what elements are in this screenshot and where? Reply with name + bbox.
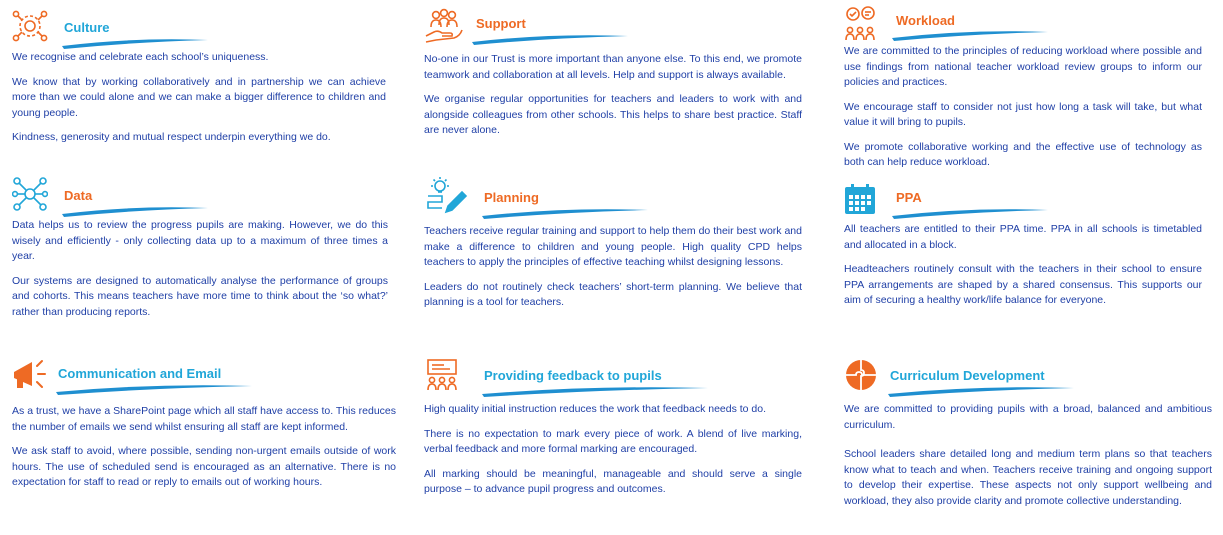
section-data [12, 176, 388, 329]
section-support [424, 8, 802, 148]
paragraph: We recognise and celebrate each school’s uniqueness. [12, 51, 269, 63]
title-underline-swoosh [60, 204, 210, 220]
section-feedback [424, 358, 802, 507]
calendar-icon [844, 184, 884, 222]
paragraph: Teachers receive regular training and support to help them do their best work and make a difference to children and young people. High quality CPD helps teachers to apply the principles of effective teaching whilst designing lessons. [424, 225, 802, 268]
lightbulb-pencil-icon [424, 176, 464, 214]
title-underline-swoosh [480, 384, 710, 400]
section-title: Communication and Email [58, 366, 222, 381]
section-curriculum [844, 358, 1212, 518]
section-title: Workload [896, 13, 955, 28]
section-workload [844, 6, 1202, 180]
paragraph: We are committed to the principles of reducing workload where possible and use findings from national teacher workload review groups to inform our policies and practices. [844, 45, 1202, 88]
section-title: Data [64, 188, 93, 203]
paragraph: Our systems are designed to automatically analyse the performance of groups and cohorts. This means teachers have more time to think about the ‘so what?’ rather than producing reports. [12, 274, 388, 318]
data-hub-icon [12, 176, 52, 214]
section-ppa [844, 184, 1202, 318]
paragraph: School leaders share detailed long and medium term plans so that teachers know what to teach and when. Teachers receive training and ongoing support to develop their expertise. These aspects not only support wellbeing and workload, they also provide clarity and promote collective understanding. [844, 448, 1212, 507]
section-title: Providing feedback to pupils [484, 368, 662, 383]
section-culture [12, 8, 386, 155]
paragraph: High quality initial instruction reduces the work that feedback needs to do. [424, 403, 767, 415]
section-title: Culture [64, 20, 110, 35]
paragraph: We promote collaborative working and the effective use of technology as both can help reduce workload. [844, 140, 1202, 168]
people-hand-icon [424, 8, 464, 46]
title-underline-swoosh [890, 206, 1050, 222]
section-title: Planning [484, 190, 539, 205]
paragraph: We ask staff to avoid, where possible, sending non-urgent emails outside of work hours. The use of scheduled send is encouraged as an alternative. There is no expectation for staff to read or reply to emails out of working hours. [12, 445, 396, 488]
paragraph: Data helps us to review the progress pupils are making. However, we do this wisely and efficiently - only collecting data up to a maximum of three times a year. [12, 219, 388, 262]
section-title: Support [476, 16, 526, 31]
paragraph: All teachers are entitled to their PPA time. PPA in all schools is timetabled and allocated in a block. [844, 223, 1202, 251]
paragraph: Kindness, generosity and mutual respect underpin everything we do. [12, 131, 331, 143]
section-title: PPA [896, 190, 922, 205]
team-chat-icon [844, 6, 884, 44]
section-communication [12, 356, 396, 500]
title-underline-swoosh [54, 382, 254, 398]
title-underline-swoosh [60, 36, 210, 52]
paragraph: Leaders do not routinely check teachers’ short-term planning. We believe that planning is a tool for teachers. [424, 280, 802, 308]
paragraph: We know that by working collaboratively and in partnership we can achieve more than we could alone and we can make a bigger difference to children and young people. [12, 75, 386, 119]
paragraph: No-one in our Trust is more important than anyone else. To this end, we promote teamwork and collaboration at all levels. Help and support is always available. [424, 53, 802, 81]
paragraph: We are committed to providing pupils with a broad, balanced and ambitious curriculum. [844, 403, 1212, 431]
paragraph: We encourage staff to consider not just how long a task will take, but what value it will bring to pupils. [844, 100, 1202, 128]
section-title: Curriculum Development [890, 368, 1045, 383]
title-underline-swoosh [480, 206, 650, 222]
megaphone-icon [12, 356, 52, 394]
title-underline-swoosh [470, 32, 630, 48]
paragraph: We organise regular opportunities for teachers and leaders to work with and alongside colleagues from other schools. This helps to share best practice. Staff are never alone. [424, 93, 802, 136]
presentation-audience-icon [424, 358, 464, 396]
puzzle-icon [844, 358, 884, 396]
paragraph: As a trust, we have a SharePoint page which all staff have access to. This reduces the number of emails we send whilst ensuring all staff are kept informed. [12, 405, 396, 433]
paragraph: Headteachers routinely consult with the teachers in their school to ensure PPA arrangements are shaped by a shared consensus. This supports our aim of securing a healthy work/life balance for everyone. [844, 263, 1202, 306]
paragraph: There is no expectation to mark every piece of work. A blend of live marking, verbal feedback and more formal marking are encouraged. [424, 427, 802, 455]
title-underline-swoosh [890, 28, 1050, 44]
title-underline-swoosh [886, 384, 1076, 400]
paragraph: All marking should be meaningful, manageable and should serve a single purpose – to advance pupil progress and outcomes. [424, 467, 802, 495]
gear-network-icon [12, 8, 52, 46]
section-planning [424, 176, 802, 320]
